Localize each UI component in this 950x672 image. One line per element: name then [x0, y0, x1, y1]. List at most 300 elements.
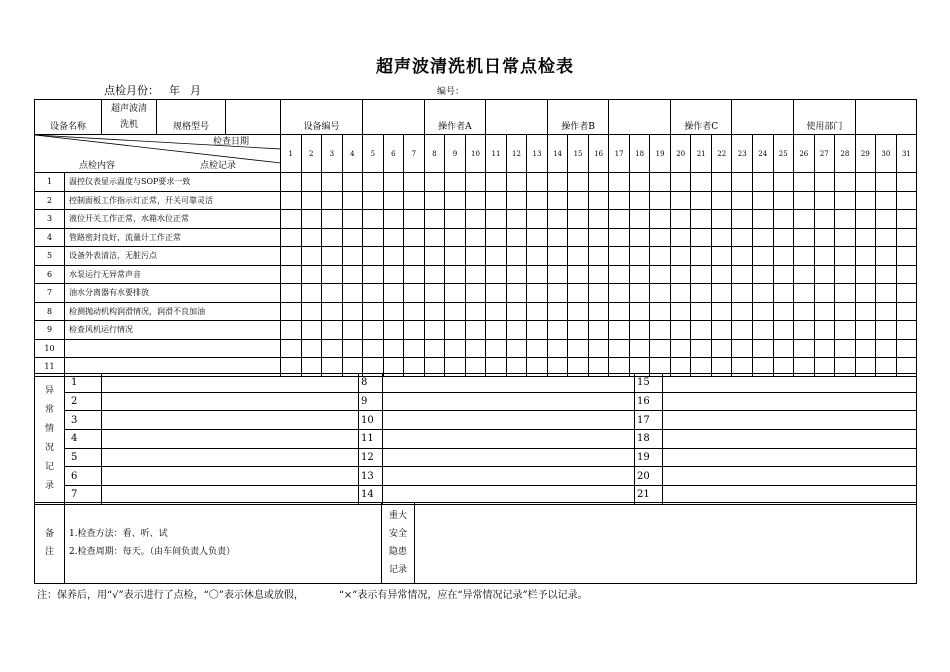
check-cell[interactable] — [732, 265, 753, 284]
check-cell[interactable] — [547, 247, 568, 266]
check-cell[interactable] — [506, 173, 527, 192]
check-cell[interactable] — [547, 210, 568, 229]
check-cell[interactable] — [773, 173, 794, 192]
check-cell[interactable] — [835, 302, 856, 321]
abnormal-record-field[interactable] — [663, 392, 917, 411]
check-cell[interactable] — [896, 321, 917, 340]
model-value[interactable] — [226, 100, 281, 135]
check-cell[interactable] — [814, 284, 835, 303]
check-cell[interactable] — [773, 321, 794, 340]
abnormal-record-field[interactable] — [383, 411, 635, 430]
check-cell[interactable] — [711, 210, 732, 229]
check-cell[interactable] — [855, 228, 876, 247]
check-cell[interactable] — [547, 321, 568, 340]
check-cell[interactable] — [650, 339, 671, 358]
check-cell[interactable] — [568, 191, 589, 210]
check-cell[interactable] — [322, 173, 343, 192]
abnormal-record-field[interactable] — [383, 467, 635, 486]
check-cell[interactable] — [794, 228, 815, 247]
check-cell[interactable] — [835, 339, 856, 358]
check-cell[interactable] — [424, 284, 445, 303]
check-cell[interactable] — [281, 191, 302, 210]
check-cell[interactable] — [527, 284, 548, 303]
check-cell[interactable] — [547, 228, 568, 247]
check-cell[interactable] — [691, 265, 712, 284]
check-cell[interactable] — [650, 284, 671, 303]
abnormal-record-field[interactable] — [663, 467, 917, 486]
check-cell[interactable] — [301, 339, 322, 358]
check-cell[interactable] — [650, 210, 671, 229]
check-cell[interactable] — [486, 173, 507, 192]
check-cell[interactable] — [281, 228, 302, 247]
abnormal-record-field[interactable] — [663, 411, 917, 430]
check-cell[interactable] — [342, 191, 363, 210]
check-cell[interactable] — [527, 191, 548, 210]
check-cell[interactable] — [629, 173, 650, 192]
check-cell[interactable] — [855, 191, 876, 210]
check-cell[interactable] — [629, 247, 650, 266]
check-cell[interactable] — [486, 265, 507, 284]
check-cell[interactable] — [711, 302, 732, 321]
check-cell[interactable] — [363, 302, 384, 321]
check-cell[interactable] — [876, 191, 897, 210]
check-cell[interactable] — [342, 321, 363, 340]
check-cell[interactable] — [609, 228, 630, 247]
check-cell[interactable] — [835, 247, 856, 266]
check-cell[interactable] — [404, 265, 425, 284]
check-cell[interactable] — [896, 191, 917, 210]
check-cell[interactable] — [363, 321, 384, 340]
check-cell[interactable] — [342, 247, 363, 266]
check-cell[interactable] — [342, 173, 363, 192]
abnormal-record-field[interactable] — [102, 411, 359, 430]
check-cell[interactable] — [383, 321, 404, 340]
check-cell[interactable] — [301, 191, 322, 210]
check-cell[interactable] — [752, 321, 773, 340]
check-cell[interactable] — [814, 173, 835, 192]
check-cell[interactable] — [609, 302, 630, 321]
check-cell[interactable] — [301, 302, 322, 321]
check-cell[interactable] — [383, 284, 404, 303]
abnormal-record-field[interactable] — [102, 448, 359, 467]
check-cell[interactable] — [506, 210, 527, 229]
check-cell[interactable] — [876, 284, 897, 303]
check-cell[interactable] — [424, 321, 445, 340]
check-cell[interactable] — [732, 284, 753, 303]
check-cell[interactable] — [465, 284, 486, 303]
check-cell[interactable] — [404, 210, 425, 229]
check-cell[interactable] — [568, 302, 589, 321]
check-cell[interactable] — [794, 284, 815, 303]
check-cell[interactable] — [814, 321, 835, 340]
check-cell[interactable] — [568, 247, 589, 266]
check-cell[interactable] — [465, 339, 486, 358]
check-cell[interactable] — [281, 247, 302, 266]
check-cell[interactable] — [281, 284, 302, 303]
check-cell[interactable] — [363, 228, 384, 247]
device-no-value[interactable] — [363, 100, 425, 135]
abnormal-record-field[interactable] — [102, 467, 359, 486]
check-cell[interactable] — [506, 321, 527, 340]
check-cell[interactable] — [383, 228, 404, 247]
check-cell[interactable] — [486, 339, 507, 358]
check-cell[interactable] — [794, 265, 815, 284]
check-cell[interactable] — [465, 302, 486, 321]
check-cell[interactable] — [568, 228, 589, 247]
check-cell[interactable] — [896, 265, 917, 284]
check-cell[interactable] — [896, 247, 917, 266]
check-cell[interactable] — [794, 191, 815, 210]
check-cell[interactable] — [855, 173, 876, 192]
check-cell[interactable] — [773, 210, 794, 229]
check-cell[interactable] — [301, 321, 322, 340]
check-cell[interactable] — [876, 173, 897, 192]
check-cell[interactable] — [547, 284, 568, 303]
check-cell[interactable] — [588, 173, 609, 192]
check-cell[interactable] — [383, 210, 404, 229]
check-cell[interactable] — [876, 247, 897, 266]
check-cell[interactable] — [588, 339, 609, 358]
check-cell[interactable] — [424, 191, 445, 210]
check-cell[interactable] — [773, 247, 794, 266]
check-cell[interactable] — [424, 339, 445, 358]
check-cell[interactable] — [835, 191, 856, 210]
check-cell[interactable] — [650, 265, 671, 284]
check-cell[interactable] — [486, 302, 507, 321]
check-cell[interactable] — [711, 228, 732, 247]
check-cell[interactable] — [445, 339, 466, 358]
check-cell[interactable] — [342, 284, 363, 303]
device-name-value[interactable]: 超声波清洗机 — [102, 100, 157, 135]
check-cell[interactable] — [506, 247, 527, 266]
check-cell[interactable] — [383, 265, 404, 284]
check-cell[interactable] — [691, 284, 712, 303]
check-cell[interactable] — [794, 173, 815, 192]
check-cell[interactable] — [670, 191, 691, 210]
safety-hazard-record-field[interactable] — [415, 503, 917, 584]
check-cell[interactable] — [445, 284, 466, 303]
check-cell[interactable] — [404, 302, 425, 321]
check-cell[interactable] — [896, 302, 917, 321]
check-cell[interactable] — [855, 210, 876, 229]
check-cell[interactable] — [876, 210, 897, 229]
check-cell[interactable] — [876, 228, 897, 247]
check-cell[interactable] — [281, 265, 302, 284]
check-cell[interactable] — [527, 265, 548, 284]
check-cell[interactable] — [752, 210, 773, 229]
check-cell[interactable] — [465, 265, 486, 284]
check-cell[interactable] — [424, 173, 445, 192]
check-cell[interactable] — [568, 265, 589, 284]
check-cell[interactable] — [322, 228, 343, 247]
check-cell[interactable] — [363, 247, 384, 266]
check-cell[interactable] — [486, 321, 507, 340]
check-cell[interactable] — [383, 173, 404, 192]
check-cell[interactable] — [835, 173, 856, 192]
check-cell[interactable] — [527, 210, 548, 229]
check-cell[interactable] — [588, 228, 609, 247]
check-cell[interactable] — [650, 302, 671, 321]
check-cell[interactable] — [301, 284, 322, 303]
check-cell[interactable] — [383, 191, 404, 210]
department-value[interactable] — [855, 100, 917, 135]
check-cell[interactable] — [281, 339, 302, 358]
operator-a-value[interactable] — [486, 100, 548, 135]
check-cell[interactable] — [445, 191, 466, 210]
check-cell[interactable] — [588, 247, 609, 266]
check-cell[interactable] — [814, 247, 835, 266]
abnormal-record-field[interactable] — [383, 374, 635, 393]
check-cell[interactable] — [465, 321, 486, 340]
check-cell[interactable] — [486, 284, 507, 303]
abnormal-record-field[interactable] — [383, 430, 635, 449]
check-cell[interactable] — [486, 228, 507, 247]
check-cell[interactable] — [322, 321, 343, 340]
check-cell[interactable] — [424, 228, 445, 247]
check-cell[interactable] — [527, 173, 548, 192]
check-cell[interactable] — [629, 265, 650, 284]
check-cell[interactable] — [896, 284, 917, 303]
check-cell[interactable] — [363, 265, 384, 284]
check-cell[interactable] — [445, 228, 466, 247]
check-cell[interactable] — [588, 191, 609, 210]
check-cell[interactable] — [301, 210, 322, 229]
check-cell[interactable] — [670, 302, 691, 321]
check-cell[interactable] — [896, 210, 917, 229]
check-cell[interactable] — [896, 173, 917, 192]
check-cell[interactable] — [670, 339, 691, 358]
check-cell[interactable] — [711, 191, 732, 210]
check-cell[interactable] — [404, 321, 425, 340]
check-cell[interactable] — [855, 339, 876, 358]
check-cell[interactable] — [650, 228, 671, 247]
check-cell[interactable] — [445, 247, 466, 266]
check-cell[interactable] — [732, 191, 753, 210]
check-cell[interactable] — [732, 247, 753, 266]
check-cell[interactable] — [650, 173, 671, 192]
check-cell[interactable] — [752, 173, 773, 192]
check-cell[interactable] — [609, 247, 630, 266]
check-cell[interactable] — [732, 173, 753, 192]
check-cell[interactable] — [527, 247, 548, 266]
check-cell[interactable] — [342, 210, 363, 229]
check-cell[interactable] — [342, 339, 363, 358]
check-cell[interactable] — [732, 228, 753, 247]
check-cell[interactable] — [794, 302, 815, 321]
check-cell[interactable] — [609, 339, 630, 358]
check-cell[interactable] — [424, 210, 445, 229]
check-cell[interactable] — [301, 265, 322, 284]
operator-c-value[interactable] — [732, 100, 794, 135]
check-cell[interactable] — [363, 173, 384, 192]
check-cell[interactable] — [547, 302, 568, 321]
check-cell[interactable] — [814, 302, 835, 321]
check-cell[interactable] — [691, 321, 712, 340]
check-cell[interactable] — [342, 265, 363, 284]
check-cell[interactable] — [527, 321, 548, 340]
abnormal-record-field[interactable] — [663, 374, 917, 393]
check-cell[interactable] — [650, 247, 671, 266]
check-cell[interactable] — [322, 302, 343, 321]
check-cell[interactable] — [404, 284, 425, 303]
check-cell[interactable] — [896, 228, 917, 247]
check-cell[interactable] — [835, 284, 856, 303]
check-cell[interactable] — [363, 339, 384, 358]
check-cell[interactable] — [650, 321, 671, 340]
check-cell[interactable] — [732, 302, 753, 321]
check-cell[interactable] — [752, 265, 773, 284]
abnormal-record-field[interactable] — [102, 374, 359, 393]
check-cell[interactable] — [322, 284, 343, 303]
check-cell[interactable] — [629, 321, 650, 340]
check-cell[interactable] — [876, 339, 897, 358]
check-cell[interactable] — [711, 284, 732, 303]
check-cell[interactable] — [752, 247, 773, 266]
check-cell[interactable] — [506, 339, 527, 358]
check-cell[interactable] — [752, 284, 773, 303]
check-cell[interactable] — [445, 321, 466, 340]
check-cell[interactable] — [670, 265, 691, 284]
check-cell[interactable] — [691, 247, 712, 266]
check-cell[interactable] — [322, 191, 343, 210]
check-cell[interactable] — [773, 191, 794, 210]
check-cell[interactable] — [752, 339, 773, 358]
check-cell[interactable] — [855, 265, 876, 284]
check-cell[interactable] — [711, 339, 732, 358]
check-cell[interactable] — [691, 210, 712, 229]
check-cell[interactable] — [486, 210, 507, 229]
check-cell[interactable] — [670, 247, 691, 266]
abnormal-record-field[interactable] — [663, 448, 917, 467]
check-cell[interactable] — [383, 302, 404, 321]
check-cell[interactable] — [506, 302, 527, 321]
check-cell[interactable] — [506, 228, 527, 247]
check-cell[interactable] — [465, 191, 486, 210]
check-cell[interactable] — [691, 191, 712, 210]
check-cell[interactable] — [773, 228, 794, 247]
check-cell[interactable] — [609, 265, 630, 284]
check-cell[interactable] — [732, 210, 753, 229]
check-cell[interactable] — [835, 265, 856, 284]
check-cell[interactable] — [650, 191, 671, 210]
check-cell[interactable] — [773, 339, 794, 358]
check-cell[interactable] — [773, 265, 794, 284]
check-cell[interactable] — [773, 302, 794, 321]
check-cell[interactable] — [445, 265, 466, 284]
check-cell[interactable] — [445, 302, 466, 321]
check-cell[interactable] — [588, 321, 609, 340]
check-cell[interactable] — [568, 284, 589, 303]
check-cell[interactable] — [835, 210, 856, 229]
check-cell[interactable] — [588, 210, 609, 229]
check-cell[interactable] — [670, 173, 691, 192]
abnormal-record-field[interactable] — [383, 448, 635, 467]
check-cell[interactable] — [794, 339, 815, 358]
check-cell[interactable] — [383, 247, 404, 266]
check-cell[interactable] — [629, 339, 650, 358]
check-cell[interactable] — [855, 321, 876, 340]
check-cell[interactable] — [588, 265, 609, 284]
check-cell[interactable] — [363, 191, 384, 210]
check-cell[interactable] — [855, 247, 876, 266]
operator-b-value[interactable] — [609, 100, 671, 135]
check-cell[interactable] — [691, 339, 712, 358]
check-cell[interactable] — [855, 302, 876, 321]
check-cell[interactable] — [281, 302, 302, 321]
check-cell[interactable] — [301, 247, 322, 266]
check-cell[interactable] — [506, 191, 527, 210]
check-cell[interactable] — [404, 228, 425, 247]
check-cell[interactable] — [547, 339, 568, 358]
check-cell[interactable] — [629, 228, 650, 247]
check-cell[interactable] — [609, 173, 630, 192]
abnormal-record-field[interactable] — [383, 392, 635, 411]
check-cell[interactable] — [568, 321, 589, 340]
check-cell[interactable] — [670, 228, 691, 247]
check-cell[interactable] — [342, 302, 363, 321]
check-cell[interactable] — [547, 265, 568, 284]
check-cell[interactable] — [609, 210, 630, 229]
check-cell[interactable] — [527, 228, 548, 247]
check-cell[interactable] — [506, 284, 527, 303]
check-cell[interactable] — [424, 265, 445, 284]
check-cell[interactable] — [835, 228, 856, 247]
check-cell[interactable] — [752, 302, 773, 321]
check-cell[interactable] — [363, 284, 384, 303]
check-cell[interactable] — [363, 210, 384, 229]
check-cell[interactable] — [301, 173, 322, 192]
check-cell[interactable] — [814, 228, 835, 247]
check-cell[interactable] — [732, 339, 753, 358]
check-cell[interactable] — [814, 265, 835, 284]
check-cell[interactable] — [568, 210, 589, 229]
check-cell[interactable] — [691, 228, 712, 247]
check-cell[interactable] — [814, 210, 835, 229]
check-cell[interactable] — [794, 321, 815, 340]
check-cell[interactable] — [404, 339, 425, 358]
check-cell[interactable] — [609, 191, 630, 210]
check-cell[interactable] — [424, 247, 445, 266]
check-cell[interactable] — [404, 247, 425, 266]
check-cell[interactable] — [794, 210, 815, 229]
check-cell[interactable] — [465, 173, 486, 192]
check-cell[interactable] — [629, 302, 650, 321]
check-cell[interactable] — [281, 210, 302, 229]
check-cell[interactable] — [609, 284, 630, 303]
check-cell[interactable] — [486, 191, 507, 210]
check-cell[interactable] — [670, 321, 691, 340]
check-cell[interactable] — [301, 228, 322, 247]
check-cell[interactable] — [814, 339, 835, 358]
check-cell[interactable] — [424, 302, 445, 321]
check-cell[interactable] — [322, 210, 343, 229]
check-cell[interactable] — [670, 210, 691, 229]
check-cell[interactable] — [670, 284, 691, 303]
check-cell[interactable] — [486, 247, 507, 266]
check-cell[interactable] — [835, 321, 856, 340]
check-cell[interactable] — [876, 302, 897, 321]
check-cell[interactable] — [773, 284, 794, 303]
check-cell[interactable] — [629, 210, 650, 229]
check-cell[interactable] — [588, 302, 609, 321]
check-cell[interactable] — [281, 321, 302, 340]
check-cell[interactable] — [629, 284, 650, 303]
check-cell[interactable] — [711, 247, 732, 266]
check-cell[interactable] — [732, 321, 753, 340]
check-cell[interactable] — [547, 173, 568, 192]
check-cell[interactable] — [855, 284, 876, 303]
check-cell[interactable] — [322, 247, 343, 266]
